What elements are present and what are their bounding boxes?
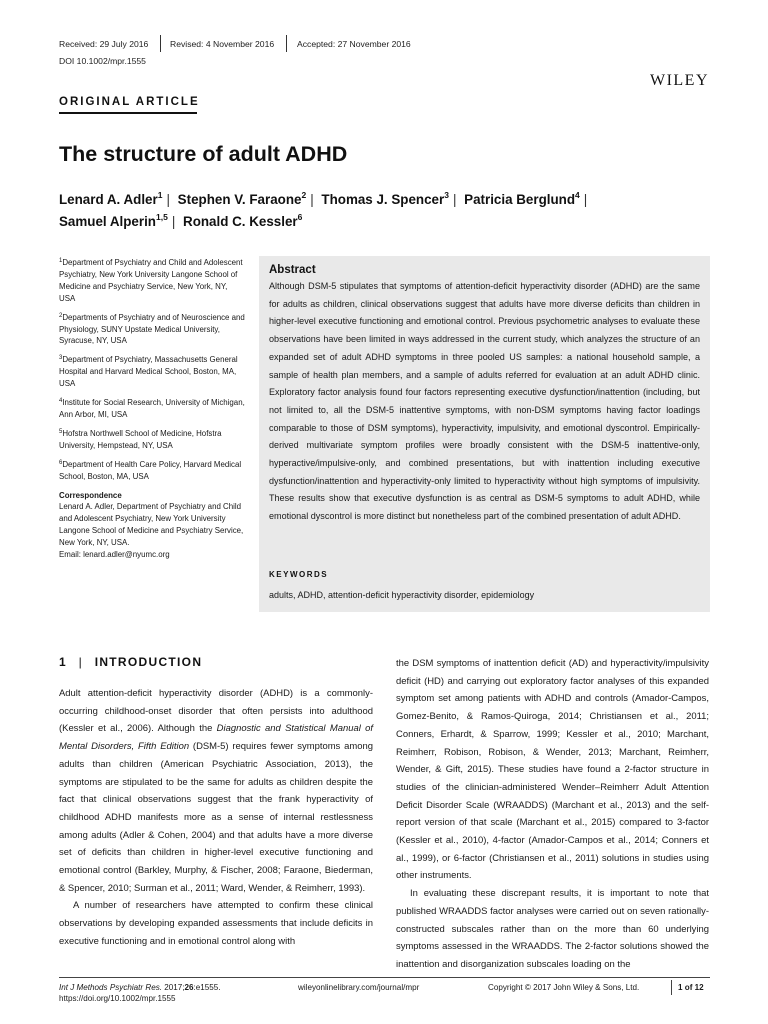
- paragraph: A number of researchers have attempted to confirm these clinical observations by developing expanded assessments that include deficits in executive functioning and in emotional control along with: [59, 900, 373, 947]
- paragraph: Adult attention-deficit hyperactivity disorder (ADHD) is a commonly-occurring childhood-onset disorder that often persists into adulthood (Kessler et al., 2006). Although the Diagnostic and Statistical Manual of Mental Disorders, Fifth Edition (DSM-5) requires fewer symptoms among adults than children (American Psychiatric Association, 2013), the symptoms are stipulated to be the same for adults as children despite the fact that clinical observations suggest that the frank hyperactivity of childhood ADHD manifests more as a sense of internal restlessness among adults (Adler & Cohen, 2004) and that adults have a more diverse set of deficits than children in higher-level executive functioning and emotional control (Barkley, Murphy, & Fischer, 2008; Faraone, Biederman, & Spencer, 2010; Surman et al., 2011; Ward, Wender, & Reimherr, 1993).: [59, 688, 373, 894]
- footer-copyright: Copyright © 2017 John Wiley & Sons, Ltd.: [488, 983, 640, 992]
- body-column-left: [59, 685, 373, 951]
- paragraph: the DSM symptoms of inattention deficit (AD) and hyperactivity/impulsivity deficit (HD) and carrying out exploratory factor analyses of this expanded symptom set among patients with ADHD and controls (Amador-Campos, Gomez-Benito, & Ramos-Quiroga, 2014; Christiansen et al., 2011; Conners, Erhardt, & Sparrow, 1999; Kessler et al., 2010; Marchant, Reimherr, Robison, Robison, & Wender, 2013; Marchant, Reimherr, Wender, & Gift, 2015). These studies have found a 2-factor structure in studies of the clinician-administered Wender–Reimherr Adult Attention Deficit Disorder Scale (WRAADDS) (Marchant et al., 2013) and the self-report version of that scale (Marchant et al., 2015) compared to 3-factor (Kessler et al., 2010), 4-factor (Amador-Campos et al., 2014; Conners et al., 1999), or 6-factor (Christiansen et al., 2011) solutions in studies using other instruments.: [396, 658, 709, 882]
- affiliation: $^5$Hofstra Northwell School of Medicine, Hofstra University, Hempstead, NY, USA: [59, 428, 222, 450]
- affiliation: $^6$Department of Health Care Policy, Harvard Medical School, Boston, MA, USA: [59, 459, 242, 481]
- section-title: INTRODUCTION: [94, 655, 203, 669]
- correspondence-email: Email: lenard.adler@nyumc.org: [59, 550, 170, 560]
- body-column-right: [396, 655, 709, 974]
- footer-doi-link[interactable]: https://doi.org/10.1002/mpr.1555: [59, 994, 176, 1003]
- keywords-heading: KEYWORDS: [269, 570, 329, 579]
- author-list: Lenard A. Adler$^1$ | Stephen V. Faraone$^2$ | Thomas J. Spencer$^3$ | Patricia Berglund$^4$ | Samuel Alperin$^{1,5}$ | Ronald C. Kessler$^6$: [59, 190, 588, 229]
- revised-date: Revised: 4 November 2016: [170, 39, 275, 49]
- footer-divider: [671, 980, 672, 995]
- doi-label: DOI 10.1002/mpr.1555: [59, 56, 146, 66]
- page-number: 1 of 12: [678, 983, 704, 992]
- publisher-logo: WILEY: [649, 72, 709, 89]
- correspondence-heading: Correspondence: [59, 490, 122, 500]
- section-heading: 1 | INTRODUCTION: [59, 655, 203, 669]
- author: Thomas J. Spencer$^3$: [321, 190, 449, 207]
- affiliation: $^2$Departments of Psychiatry and of Neuroscience and Physiology, SUNY Upstate Medical University, Syracuse, NY, USA: [59, 312, 245, 346]
- author: Ronald C. Kessler$^6$: [183, 212, 303, 229]
- keywords-text: adults, ADHD, attention-deficit hyperactivity disorder, epidemiology: [269, 590, 535, 600]
- received-date: Received: 29 July 2016: [59, 39, 149, 49]
- section-number: 1: [59, 655, 67, 669]
- author: Patricia Berglund$^4$: [464, 190, 580, 207]
- footer-site: [298, 983, 419, 992]
- paragraph: In evaluating these discrepant results, it is important to note that published WRAADDS factor analyses were carried out on seven rationally-constructed subscales rather than on the more than 60 underlying symptoms assessed in the WRAADDS. The 2-factor solutions showed the inattention and disorganization subscales loading on the: [396, 888, 709, 970]
- header-divider: [286, 35, 287, 52]
- abstract-box: [259, 256, 710, 612]
- author: Samuel Alperin$^{1,5}$: [59, 212, 168, 229]
- accepted-date: Accepted: 27 November 2016: [297, 39, 411, 49]
- correspondence-text: Lenard A. Adler, Department of Psychiatry and Child and Adolescent Psychiatry, New York University Langone School of Medicine and Psychiatry Service, New York, NY, USA.: [59, 502, 244, 548]
- affiliation: $^4$Institute for Social Research, University of Michigan, Ann Arbor, MI, USA: [59, 398, 245, 419]
- journal-site-link[interactable]: wileyonlinelibrary.com/journal/mpr: [298, 983, 420, 992]
- affiliations: [59, 257, 245, 561]
- footer-citation: Int J Methods Psychiatr Res. 2017;26:e1555. https://doi.org/10.1002/mpr.1555: [59, 983, 221, 1003]
- article-type: ORIGINAL ARTICLE: [59, 96, 200, 108]
- header-divider: [160, 35, 161, 52]
- abstract-heading: Abstract: [269, 264, 316, 276]
- author: Stephen V. Faraone$^2$: [177, 190, 307, 207]
- abstract-text: Although DSM-5 stipulates that symptoms of attention-deficit hyperactivity disorder (ADHD) are the same for adults as children, clinical observations suggest that adults have more diverse deficits than children in higher-level executive functioning and emotional control. Previous psychometric analyses to evaluate these observations have been limited in ways addressed in the current study, which analyzes the structure of an expanded set of adult ADHD symptoms in three pooled US samples: a national household sample, a sample of health plan members, and a sample of adults referred for evaluation at an adult ADHD clinic. Exploratory factor analysis found four factors representing executive dysfunction/inattention (including, but not limited to, all the DSM-5 inattentive symptoms, with non-DSM symptoms having factor loadings comparable to those of DSM symptoms), hyperactivity, impulsivity, and emotional dyscontrol. Empirically-derived multivariate symptom profiles were broadly consistent with the DSM-5 inattentive-only, hyperactive/impulsive-only, and combined presentations, but with inattention including executive dysfunction/inattention and hyperactivity-only limited to hyperactivity without high symptoms of impulsivity. These results show that executive dysfunction is as central as DSM-5 symptoms to adult ADHD, while emotional dyscontrol is more distinct but nonetheless part of the combined presentation of adult ADHD.: [269, 281, 700, 522]
- article-title: The structure of adult ADHD: [59, 142, 348, 166]
- affiliation: $^3$Department of Psychiatry, Massachusetts General Hospital and Harvard Medical School, Boston, MA, USA: [59, 355, 238, 389]
- author: Lenard A. Adler$^1$: [59, 190, 163, 207]
- correspondence: [59, 490, 245, 561]
- footer-rule: [59, 977, 710, 978]
- affiliation: $^1$Department of Psychiatry and Child and Adolescent Psychiatry, New York University Langone School of Medicine and Psychiatry Service, New York, NY, USA: [59, 258, 243, 303]
- article-type-underline: [59, 112, 197, 114]
